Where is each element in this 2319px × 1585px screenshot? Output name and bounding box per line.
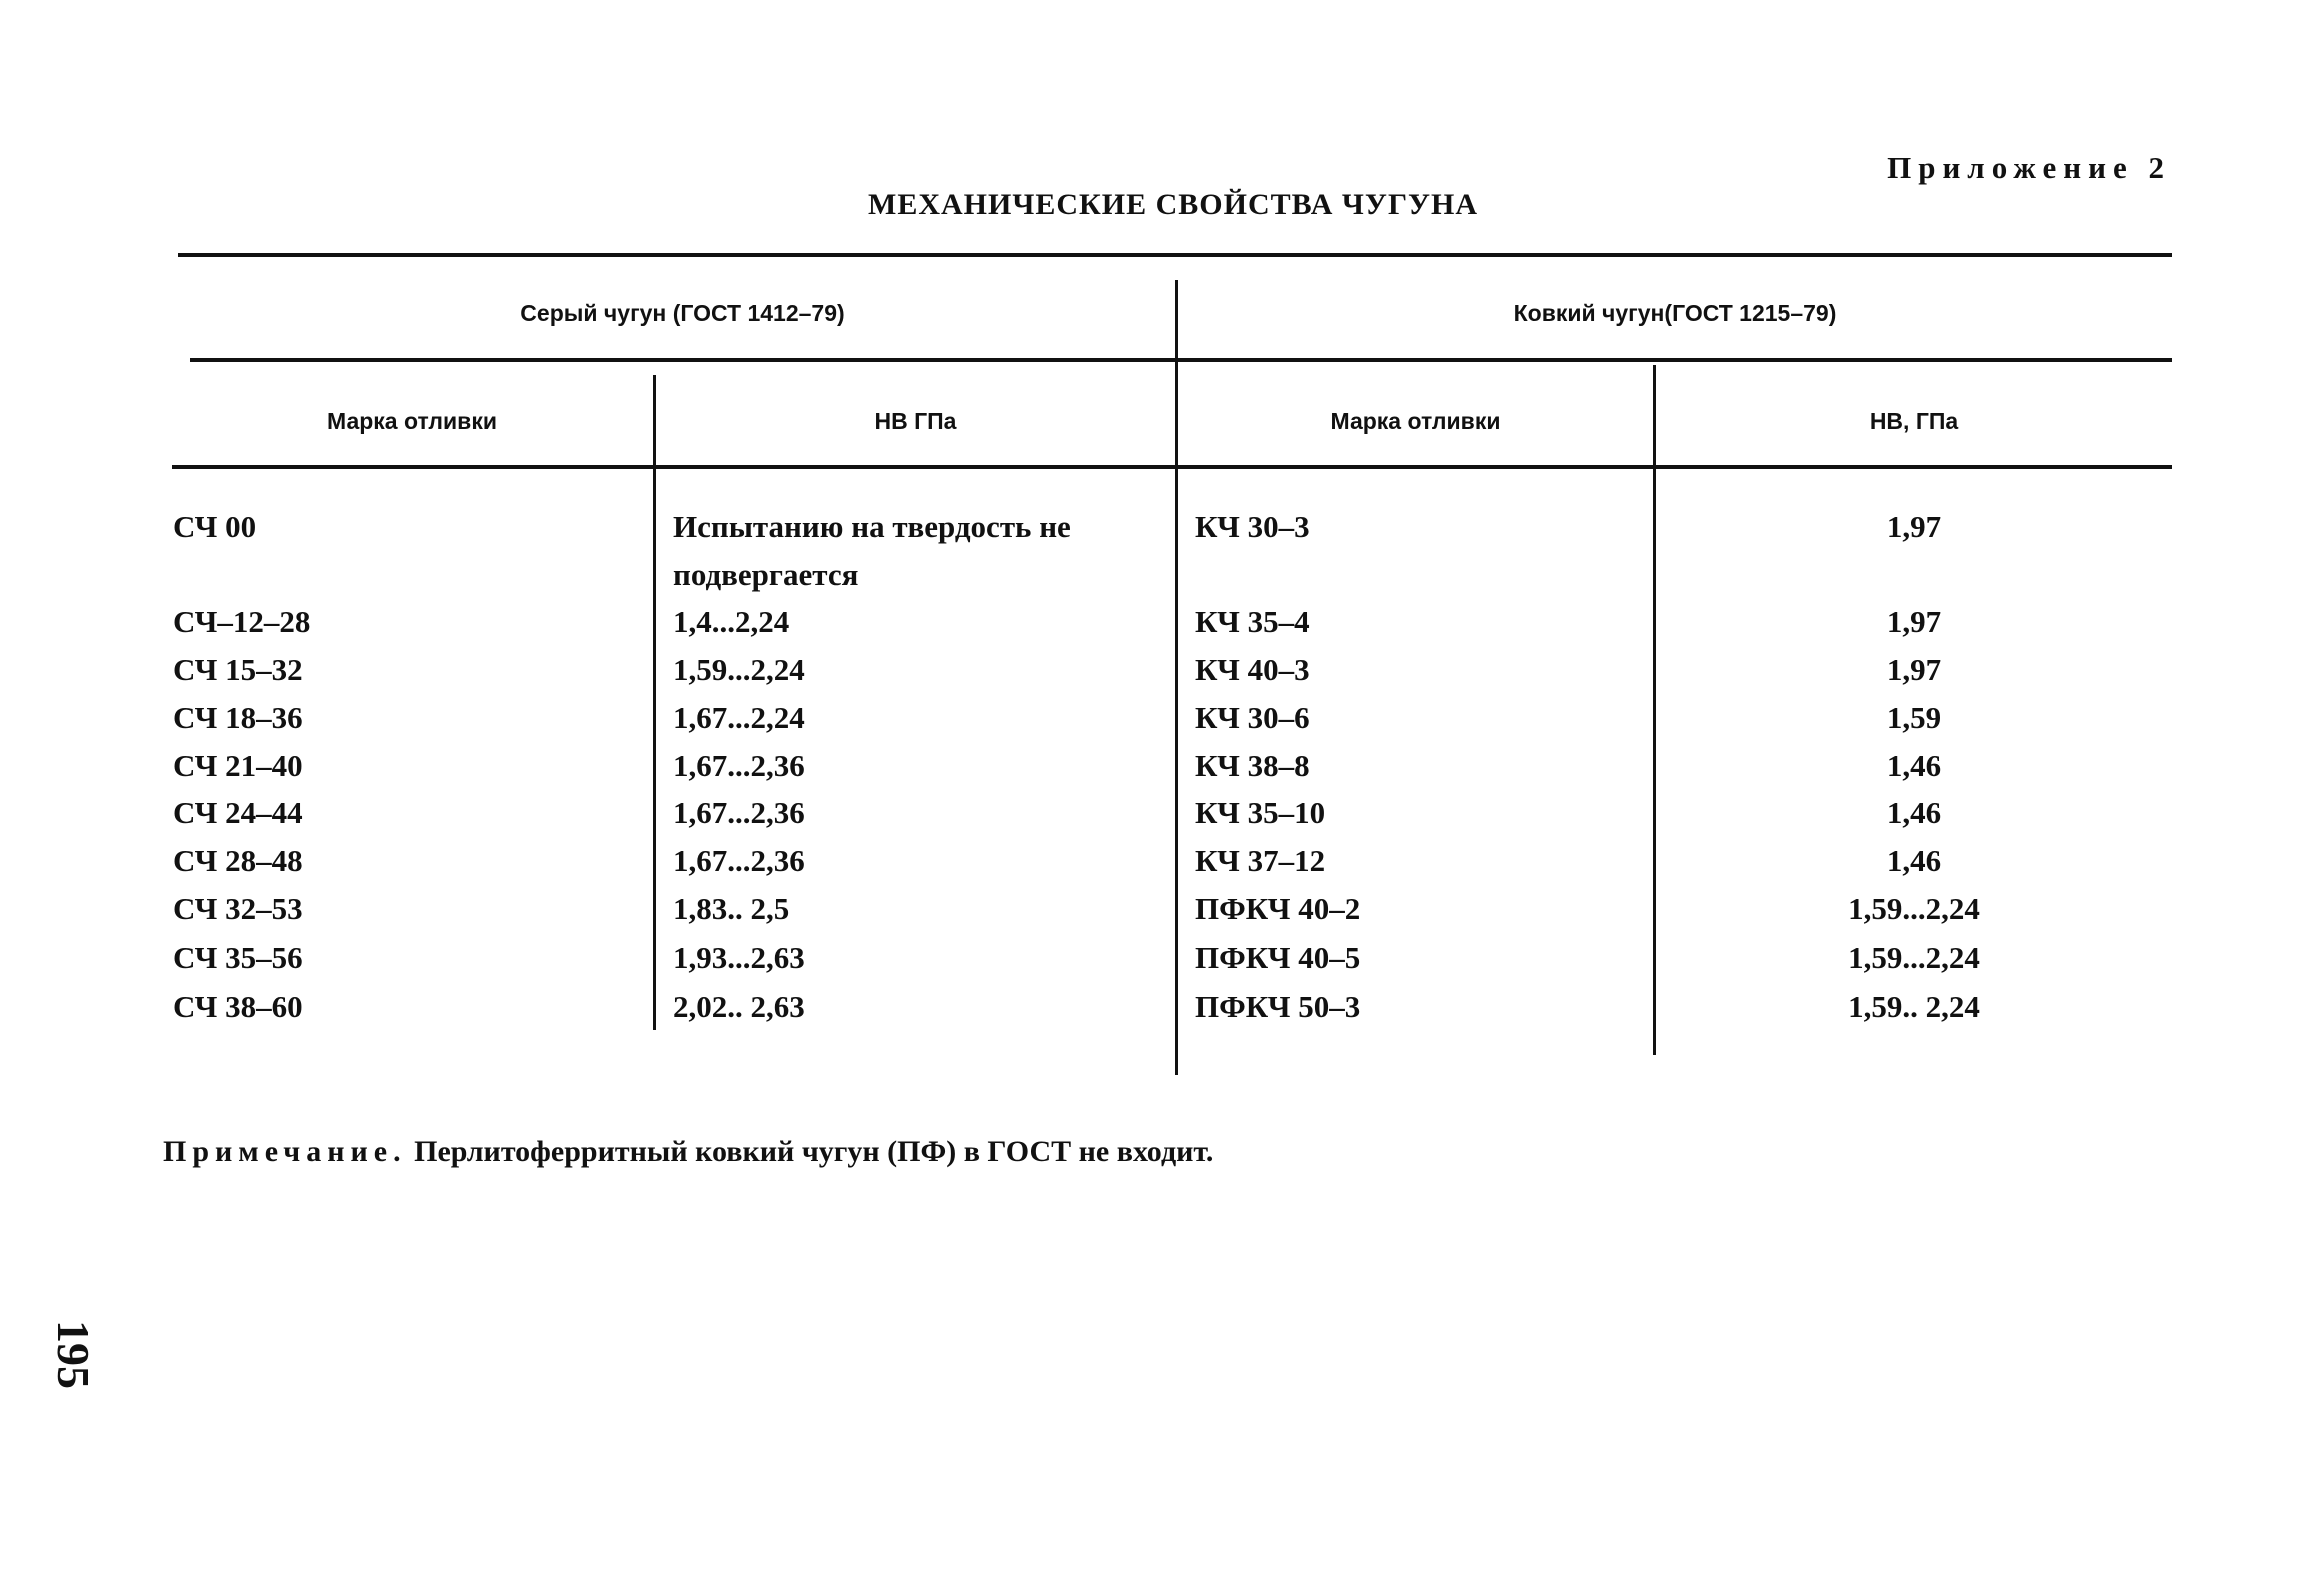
malleable-hardness-cell: 1,97 xyxy=(1886,509,1942,544)
malleable-hardness-cell: 1,97 xyxy=(1886,652,1942,687)
malleable-grade-cell: КЧ 35–10 xyxy=(1195,795,1326,830)
gray-hardness-cell: 1,59...2,24 xyxy=(673,652,805,687)
malleable-grade-cell: КЧ 35–4 xyxy=(1195,604,1310,639)
malleable-grade-cell: ПФКЧ 40–5 xyxy=(1195,940,1361,975)
gray-hardness-cell: 1,67...2,36 xyxy=(673,843,805,878)
gray-hardness-cell: 2,02.. 2,63 xyxy=(673,989,805,1024)
gray-hardness-cell: 1,83.. 2,5 xyxy=(673,891,790,926)
malleable-hardness-cell: 1,97 xyxy=(1886,604,1942,639)
gray-grade-cell: СЧ 00 xyxy=(173,509,257,544)
gray-hardness-cell: Испытанию на твердость не подвергается xyxy=(673,509,1071,592)
main-divider xyxy=(1175,280,1178,1075)
gray-grade-cell: СЧ 15–32 xyxy=(173,652,303,687)
malleable-grade-cell: КЧ 38–8 xyxy=(1195,748,1310,783)
malleable-hardness-cell: 1,59...2,24 xyxy=(1848,940,1980,975)
malleable-hardness-cell: 1,46 xyxy=(1886,795,1942,830)
gray-grade-cell: СЧ 32–53 xyxy=(173,891,303,926)
malleable-hardness-cell: 1,59...2,24 xyxy=(1848,891,1980,926)
malleable-grade-cell: КЧ 37–12 xyxy=(1195,843,1326,878)
gray-iron-group-header: Серый чугун (ГОСТ 1412–79) xyxy=(520,300,845,326)
table-top-rule xyxy=(178,253,2172,257)
malleable-grade-cell: ПФКЧ 50–3 xyxy=(1195,989,1361,1024)
malleable-hardness-column-header: НВ, ГПа xyxy=(1869,408,1959,434)
footnote xyxy=(163,1135,1213,1169)
gray-grade-cell: СЧ 18–36 xyxy=(173,700,303,735)
malleable-hardness-cell: 1,46 xyxy=(1886,748,1942,783)
footnote-text: Перлитоферритный ковкий чугун (ПФ) в ГОСТ не входит. xyxy=(414,1135,1214,1168)
gray-hardness-column-header: НВ ГПа xyxy=(874,408,957,434)
gray-hardness-cell: 1,93...2,63 xyxy=(673,940,805,975)
gray-hardness-cell: 1,67...2,24 xyxy=(673,700,805,735)
gray-grade-cell: СЧ 28–48 xyxy=(173,843,303,878)
malleable-hardness-cell: 1,59.. 2,24 xyxy=(1848,989,1980,1024)
gray-grade-cell: СЧ 35–56 xyxy=(173,940,303,975)
gray-grade-cell: СЧ 21–40 xyxy=(173,748,303,783)
gray-grade-column-header: Марка отливки xyxy=(327,408,497,434)
group-header-rule xyxy=(190,358,2172,362)
page-number: 195 xyxy=(48,1320,99,1389)
page-title: МЕХАНИЧЕСКИЕ СВОЙСТВА ЧУГУНА xyxy=(868,188,1479,221)
footnote-label: Примечание. xyxy=(163,1135,407,1168)
appendix-label: Приложение 2 xyxy=(1887,150,2171,185)
malleable-grade-cell: КЧ 30–3 xyxy=(1195,509,1310,544)
gray-column-divider xyxy=(653,375,656,1030)
malleable-iron-group-header: Ковкий чугун(ГОСТ 1215–79) xyxy=(1513,300,1837,326)
gray-grade-cell: СЧ 24–44 xyxy=(173,795,303,830)
malleable-hardness-cell: 1,59 xyxy=(1886,700,1942,735)
gray-hardness-cell: 1,67...2,36 xyxy=(673,748,805,783)
column-header-rule xyxy=(172,465,2172,469)
malleable-grade-column-header: Марка отливки xyxy=(1330,408,1501,434)
malleable-grade-cell: ПФКЧ 40–2 xyxy=(1195,891,1361,926)
gray-grade-cell: СЧ 38–60 xyxy=(173,989,303,1024)
malleable-grade-cell: КЧ 40–3 xyxy=(1195,652,1310,687)
malleable-grade-cell: КЧ 30–6 xyxy=(1195,700,1310,735)
malleable-hardness-cell: 1,46 xyxy=(1886,843,1942,878)
gray-hardness-cell: 1,4...2,24 xyxy=(673,604,790,639)
gray-hardness-cell: 1,67...2,36 xyxy=(673,795,805,830)
gray-grade-cell: СЧ–12–28 xyxy=(173,604,311,639)
